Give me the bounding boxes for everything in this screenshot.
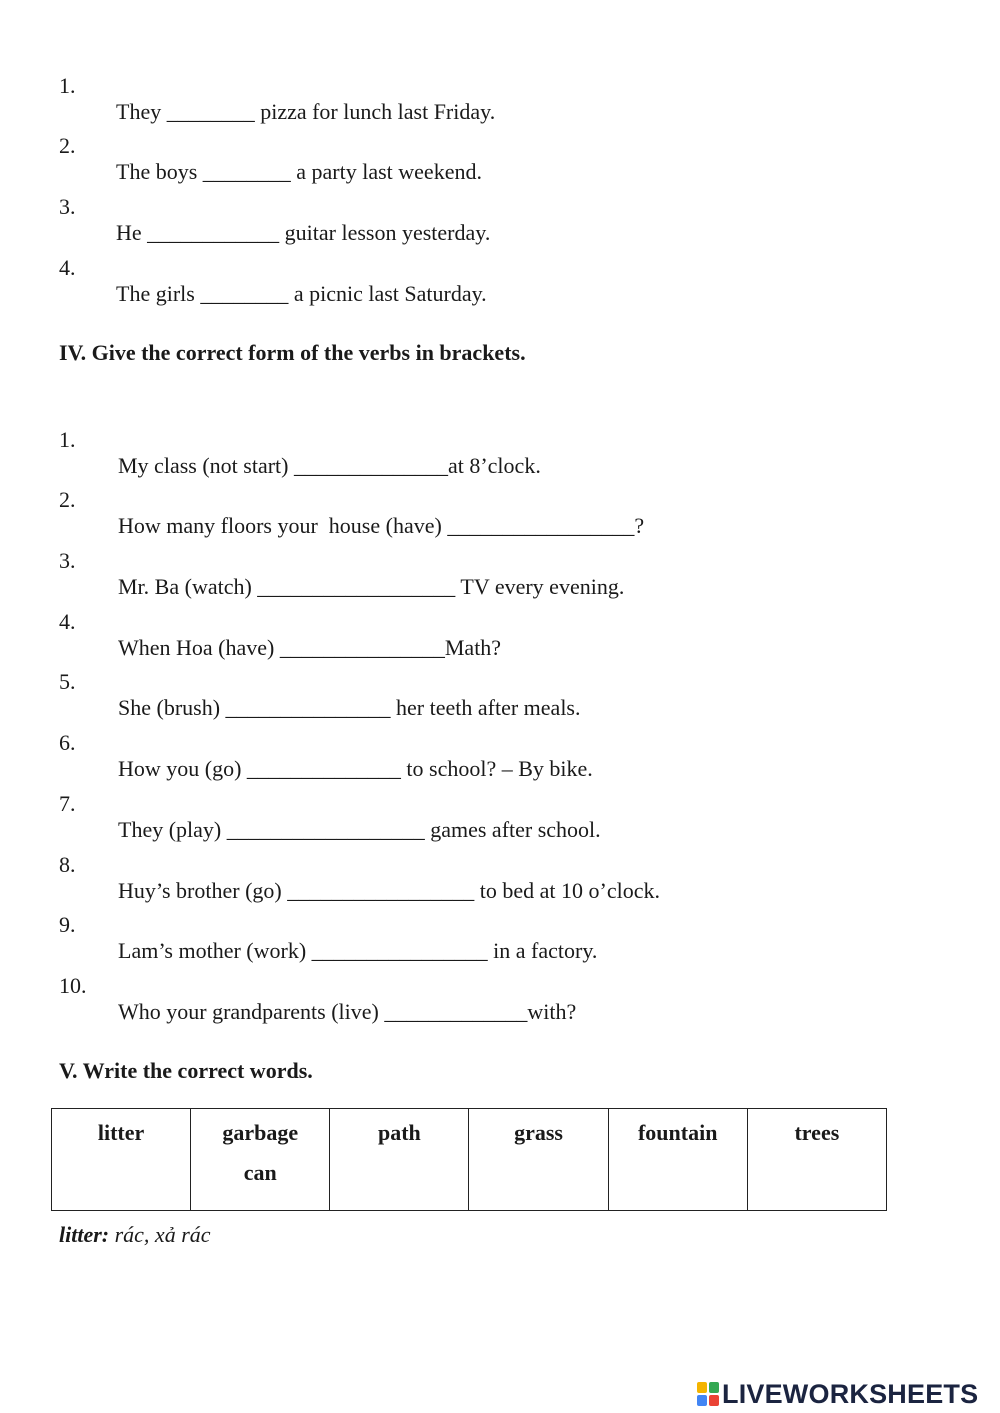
item-number: 4. [59, 255, 76, 280]
item-text[interactable]: He ____________ guitar lesson yesterday. [116, 220, 491, 245]
item-number: 2. [59, 133, 76, 158]
item-number: 4. [59, 609, 76, 634]
item-text[interactable]: The girls ________ a picnic last Saturday. [116, 281, 487, 306]
item-number: 3. [59, 194, 76, 219]
item-text[interactable]: Who your grandparents (live) _____________with? [118, 999, 577, 1024]
word-label: path [377, 1120, 421, 1145]
word-table [51, 1108, 887, 1211]
item-text[interactable]: How you (go) ______________ to school? – By bike. [118, 756, 593, 781]
logo-square [709, 1382, 719, 1393]
word-cell-path [330, 1109, 469, 1211]
item-text[interactable]: How many floors your house (have) _________________? [118, 513, 645, 538]
item-number: 3. [59, 548, 76, 573]
word-cell-grass [469, 1109, 608, 1211]
item-text[interactable]: Huy’s brother (go) _________________ to bed at 10 o’clock. [118, 878, 660, 903]
logo-square [709, 1395, 719, 1406]
item-text[interactable]: When Hoa (have) _______________Math? [118, 635, 502, 660]
word-label: litter [97, 1120, 145, 1145]
section5-heading: V. Write the correct words. [59, 1058, 313, 1083]
item-text[interactable]: The boys ________ a party last weekend. [116, 159, 482, 184]
item-number: 9. [59, 912, 76, 937]
word-label: trees [794, 1120, 840, 1145]
word-cell-fountain [608, 1109, 747, 1211]
section4-heading: IV. Give the correct form of the verbs in brackets. [59, 340, 526, 365]
word-cell-garbage-can [191, 1109, 330, 1211]
logo-text: LIVEWORKSHEETS [722, 1378, 979, 1409]
item-text[interactable]: Lam’s mother (work) ________________ in a factory. [118, 938, 598, 963]
item-text[interactable]: Mr. Ba (watch) __________________ TV every evening. [118, 574, 625, 599]
item-text[interactable]: They ________ pizza for lunch last Friday. [116, 99, 496, 124]
note-meaning: rác, xả rác [109, 1222, 211, 1247]
word-label: fountain [637, 1120, 718, 1145]
logo-square [697, 1395, 707, 1406]
word-label: can [243, 1160, 277, 1185]
item-number: 8. [59, 852, 76, 877]
logo-square [697, 1382, 707, 1393]
item-number: 7. [59, 791, 76, 816]
item-text[interactable]: She (brush) _______________ her teeth after meals. [118, 695, 581, 720]
item-number: 1. [59, 73, 76, 98]
liveworksheets-logo[interactable] [697, 1378, 978, 1410]
word-cell-trees [747, 1109, 886, 1211]
item-number: 2. [59, 487, 76, 512]
item-number: 10. [59, 973, 87, 998]
table-row [52, 1109, 887, 1211]
item-number: 5. [59, 669, 76, 694]
item-number: 6. [59, 730, 76, 755]
vocab-note [59, 1222, 211, 1248]
item-text[interactable]: My class (not start) ______________at 8’clock. [118, 453, 541, 478]
word-label: grass [514, 1120, 563, 1145]
word-label: garbage [222, 1120, 299, 1145]
word-cell-litter [52, 1109, 191, 1211]
item-text[interactable]: They (play) __________________ games after school. [118, 817, 601, 842]
item-number: 1. [59, 427, 76, 452]
liveworksheets-logo-icon [697, 1382, 719, 1406]
note-term: litter: [59, 1222, 110, 1247]
